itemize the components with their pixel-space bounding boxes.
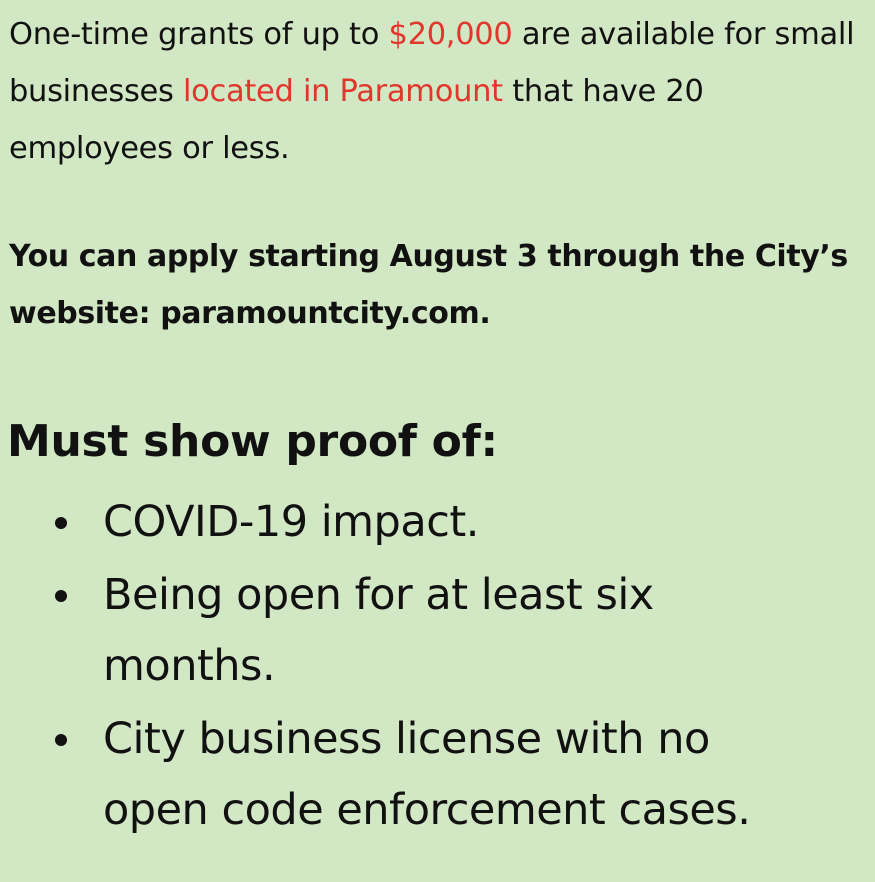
intro-text-2: are available for small businesses <box>9 17 855 109</box>
bullet-icon <box>55 517 67 529</box>
application-info: You can apply starting August 3 through the City’s website: paramountcity.com. <box>9 239 848 331</box>
proof-item-open-six-months <box>0 560 875 702</box>
grant-description <box>9 6 869 177</box>
grant-amount: $20,000 <box>388 17 513 52</box>
location-requirement: located in Paramount <box>182 74 503 109</box>
proof-heading: Must show proof of: <box>7 416 498 467</box>
bullet-icon <box>55 734 67 746</box>
proof-item-business-license <box>0 704 875 846</box>
intro-text-1: One-time grants of up to <box>9 17 389 52</box>
proof-item-label: Being open for at least six months. <box>103 570 654 691</box>
bullet-icon <box>55 590 67 602</box>
proof-item-covid-impact <box>0 487 875 558</box>
proof-list <box>0 487 875 848</box>
proof-item-label: City business license with no open code enforcement cases. <box>103 714 751 835</box>
proof-item-label: COVID-19 impact. <box>103 497 479 547</box>
intro-text-3: that have 20 employees or less. <box>9 74 704 166</box>
